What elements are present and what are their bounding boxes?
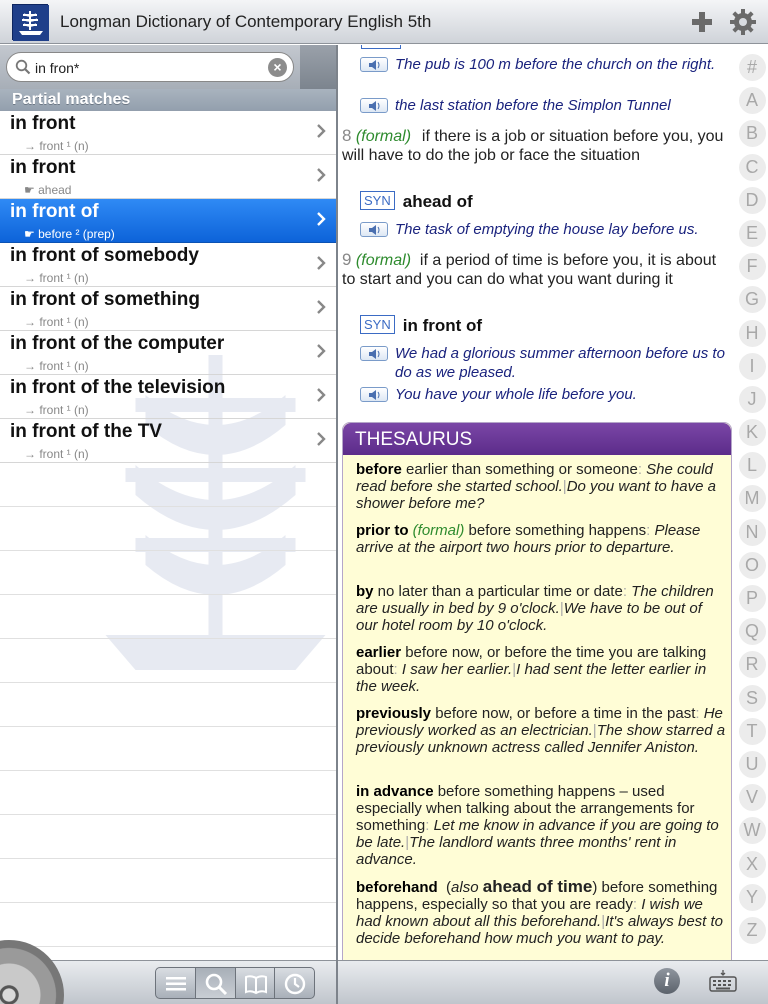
ship-logo-icon: [12, 4, 48, 40]
history-button[interactable]: [275, 968, 314, 998]
cross-reference: ☛ before ² (prep): [24, 227, 115, 241]
book-view-button[interactable]: [236, 968, 276, 998]
index-letter[interactable]: W: [736, 815, 768, 848]
index-letter[interactable]: L: [736, 450, 768, 483]
chevron-right-icon: [316, 343, 326, 359]
index-letter[interactable]: A: [736, 85, 768, 118]
syn-tag: SYN: [360, 315, 395, 334]
entry-pane: [338, 45, 768, 960]
close-icon: ×: [273, 59, 282, 75]
empty-row: [0, 639, 336, 683]
empty-row: [0, 859, 336, 903]
headword: in front of the computer: [10, 333, 225, 354]
search-icon: [203, 971, 229, 997]
speaker-icon[interactable]: [360, 222, 388, 237]
plus-icon: [688, 8, 716, 36]
synonym-line: [360, 315, 482, 336]
speaker-icon[interactable]: [360, 98, 388, 113]
info-button[interactable]: [654, 968, 680, 994]
thesaurus-entry: before earlier than something or someone: She could read before she started school.|Do you want to have a shower before me?: [356, 461, 716, 512]
empty-row: [0, 815, 336, 859]
index-letter[interactable]: I: [736, 351, 768, 384]
syn-tag-partial: [361, 45, 401, 49]
index-letter[interactable]: O: [736, 550, 768, 583]
index-letter[interactable]: M: [736, 483, 768, 516]
syn-tag: SYN: [360, 191, 395, 210]
thesaurus-entry: by no later than a particular time or date: The children are usually in bed by 9 o'clock.|We have to be out of our hotel room by 10 o'clock.: [356, 583, 714, 634]
cross-reference: ☛ ahead: [24, 183, 72, 197]
index-letter[interactable]: K: [736, 417, 768, 450]
index-letter[interactable]: J: [736, 384, 768, 417]
empty-row: [0, 463, 336, 507]
index-letter[interactable]: G: [736, 284, 768, 317]
cross-reference: → front ¹ (n): [24, 447, 89, 461]
keyboard-icon: [708, 969, 738, 995]
speaker-icon[interactable]: [360, 346, 388, 361]
chevron-right-icon: [316, 431, 326, 447]
partial-matches-header: Partial matches: [0, 89, 336, 111]
alphabet-index: [736, 52, 768, 952]
speaker-icon[interactable]: [360, 57, 388, 72]
index-letter[interactable]: F: [736, 251, 768, 284]
index-letter[interactable]: B: [736, 118, 768, 151]
list-item[interactable]: [0, 419, 336, 463]
list-item[interactable]: [0, 243, 336, 287]
app-title: Longman Dictionary of Contemporary English 5th: [60, 12, 432, 31]
empty-row: [0, 507, 336, 551]
list-item[interactable]: [0, 331, 336, 375]
thesaurus-entry: beforehand (also ahead of time) before something happens, especially so that you are ready: I wish we had known about all this beforehand.|It's always best to decide beforehand how much you want to pay.: [356, 877, 724, 947]
thesaurus-entry: prior to (formal) before something happens: Please arrive at the airport two hours prior to departure.: [356, 522, 701, 556]
index-letter[interactable]: C: [736, 152, 768, 185]
search-field[interactable]: [6, 52, 294, 82]
keyboard-button[interactable]: [708, 969, 738, 995]
headword: in front of the TV: [10, 421, 162, 442]
search-input[interactable]: [35, 58, 265, 78]
thesaurus-entry: previously before now, or before a time in the past: He previously worked as an electrician.|The show starred a previously unknown actress called Jennifer Aniston.: [356, 705, 726, 756]
synonym-word[interactable]: ahead of: [402, 192, 473, 211]
sense-8: 8 (formal) if there is a job or situation before you, you will have to do the job or face the situation: [342, 126, 724, 164]
headword: in front of: [10, 201, 99, 222]
index-letter[interactable]: Z: [736, 915, 768, 948]
list-item-selected[interactable]: [0, 199, 336, 243]
empty-row: [0, 903, 336, 947]
empty-row: [0, 771, 336, 815]
index-letter[interactable]: N: [736, 517, 768, 550]
example-sentence: The pub is 100 m before the church on the right.: [360, 55, 730, 74]
headword: in front of somebody: [10, 245, 199, 266]
cross-reference: → front ¹ (n): [24, 271, 89, 285]
headword: in front of the television: [10, 377, 226, 398]
search-view-button[interactable]: [196, 968, 236, 998]
example-sentence: the last station before the Simplon Tunnel: [360, 96, 730, 115]
clock-icon: [282, 971, 308, 997]
chevron-right-icon: [316, 255, 326, 271]
index-letter[interactable]: #: [736, 52, 768, 85]
search-bar: [0, 45, 336, 89]
info-icon: i: [664, 970, 670, 991]
book-icon: [243, 971, 269, 997]
thesaurus-entry: in advance before something happens – used especially when talking about the arrangements for something: Let me know in advance if you are going to be late.|The landlord wants three months' rent in advance.: [356, 783, 719, 868]
chevron-right-icon: [316, 299, 326, 315]
list-item[interactable]: [0, 111, 336, 155]
speaker-icon[interactable]: [360, 387, 388, 402]
index-letter[interactable]: Q: [736, 616, 768, 649]
headword: in front: [10, 157, 76, 178]
chevron-right-icon: [316, 211, 326, 227]
sense-9: 9 (formal) if a period of time is before you, it is about to start and you can do what you want during it: [342, 250, 717, 288]
index-letter[interactable]: Y: [736, 882, 768, 915]
index-letter[interactable]: S: [736, 683, 768, 716]
headword: in front: [10, 113, 76, 134]
thesaurus-header: THESAURUS: [343, 423, 731, 455]
list-icon: [163, 971, 189, 997]
synonym-line: [360, 191, 473, 212]
cross-reference: → front ¹ (n): [24, 359, 89, 373]
list-item[interactable]: [0, 375, 336, 419]
index-letter[interactable]: E: [736, 218, 768, 251]
synonym-word[interactable]: in front of: [402, 316, 483, 335]
empty-row: [0, 595, 336, 639]
example-sentence: We had a glorious summer afternoon before us to do as we pleased.: [360, 344, 730, 382]
cross-reference: → front ¹ (n): [24, 403, 89, 417]
example-sentence: You have your whole life before you.: [360, 385, 730, 404]
headword: in front of something: [10, 289, 200, 310]
chevron-right-icon: [316, 123, 326, 139]
settings-button[interactable]: [728, 7, 758, 37]
title-bar: [0, 0, 768, 44]
list-item[interactable]: [0, 287, 336, 331]
empty-row: [0, 551, 336, 595]
thesaurus-entry: earlier before now, or before the time you are talking about: I saw her earlier.|I had sent the letter earlier in the week.: [356, 644, 707, 695]
index-letter[interactable]: H: [736, 318, 768, 351]
empty-row: [0, 727, 336, 771]
right-toolbar: [338, 960, 768, 1004]
results-pane: [0, 45, 336, 960]
search-icon: [15, 59, 31, 75]
view-segmented-control: [155, 967, 315, 999]
list-view-button[interactable]: [156, 968, 196, 998]
example-sentence: The task of emptying the house lay before us.: [360, 220, 730, 239]
results-list: [0, 111, 336, 947]
clear-search-button[interactable]: [268, 58, 287, 77]
index-letter[interactable]: P: [736, 583, 768, 616]
empty-row: [0, 683, 336, 727]
chevron-right-icon: [316, 387, 326, 403]
index-letter[interactable]: X: [736, 849, 768, 882]
cross-reference: → front ¹ (n): [24, 139, 89, 153]
index-letter[interactable]: D: [736, 185, 768, 218]
add-button[interactable]: [688, 8, 716, 36]
thesaurus-box: [342, 422, 732, 960]
index-letter[interactable]: U: [736, 749, 768, 782]
index-letter[interactable]: V: [736, 782, 768, 815]
index-letter[interactable]: R: [736, 649, 768, 682]
list-item[interactable]: [0, 155, 336, 199]
gear-icon: [728, 7, 758, 37]
cross-reference: → front ¹ (n): [24, 315, 89, 329]
index-letter[interactable]: T: [736, 716, 768, 749]
chevron-right-icon: [316, 167, 326, 183]
